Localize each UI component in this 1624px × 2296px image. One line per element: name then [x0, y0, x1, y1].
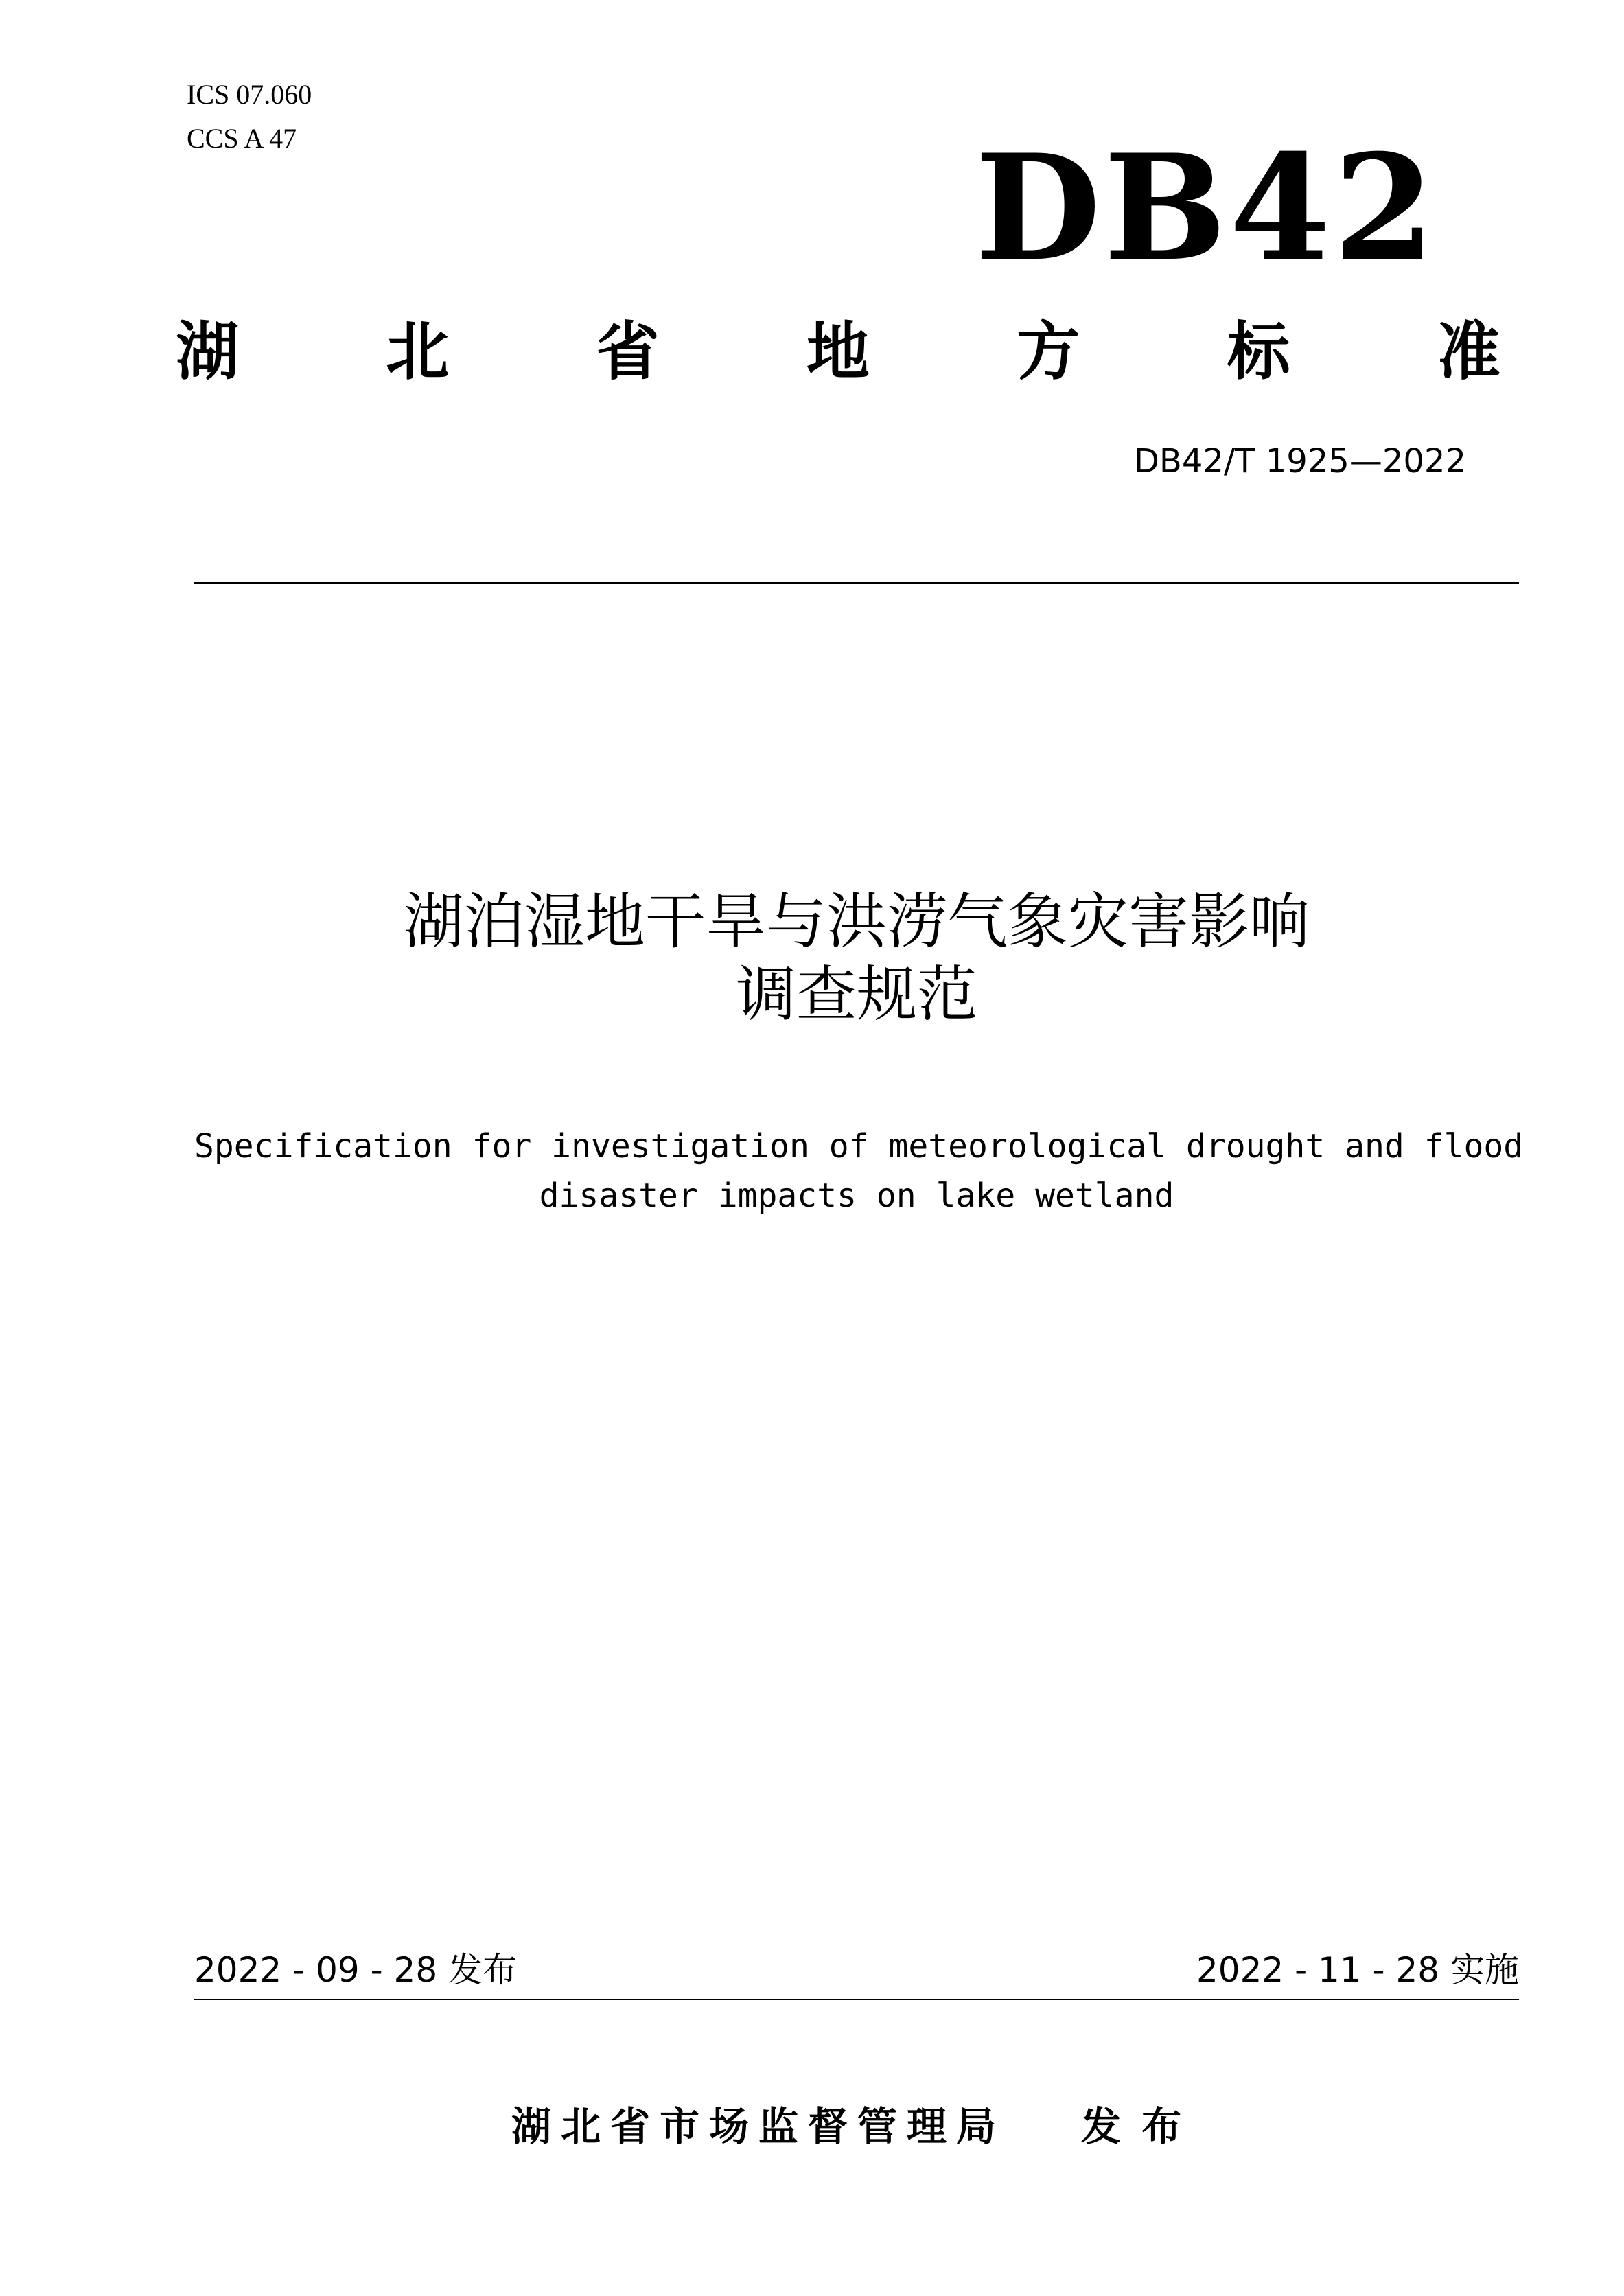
publisher-organization: 湖北省市场监督管理局: [511, 2103, 1006, 2150]
standard-number: DB42/T 1925—2022: [1133, 442, 1466, 480]
standard-type-char: 北: [386, 315, 450, 389]
standard-type-heading: [176, 314, 1500, 390]
issue-date: 2022 - 09 - 28 发布: [194, 1950, 518, 1990]
standard-type-char: 准: [1437, 315, 1500, 389]
header-divider: [194, 582, 1519, 584]
ics-code: ICS 07.060: [187, 79, 312, 110]
title-chinese: [194, 885, 1519, 1031]
publisher-line: [194, 2100, 1519, 2153]
ccs-code: CCS A 47: [187, 123, 297, 154]
footer-divider: [194, 1999, 1519, 2000]
standard-code-db42: DB42: [975, 122, 1438, 293]
title-chinese-line-1: 湖泊湿地干旱与洪涝气象灾害影响: [403, 886, 1310, 957]
title-english: [194, 1122, 1524, 1220]
standard-type-char: 湖: [176, 315, 240, 389]
standard-type-char: 地: [806, 315, 870, 389]
publisher-action: 发布: [1081, 2103, 1203, 2150]
title-chinese-line-2: 调查规范: [735, 959, 977, 1030]
standard-type-char: 方: [1017, 315, 1080, 389]
standard-type-char: 标: [1227, 315, 1290, 389]
standard-type-char: 省: [596, 315, 660, 389]
implementation-date: 2022 - 11 - 28 实施: [1196, 1950, 1519, 1990]
title-english-line-2: disaster impacts on lake wetland: [539, 1176, 1174, 1215]
title-english-line-1: Specification for investigation of meteorological drought and flood: [194, 1127, 1524, 1166]
